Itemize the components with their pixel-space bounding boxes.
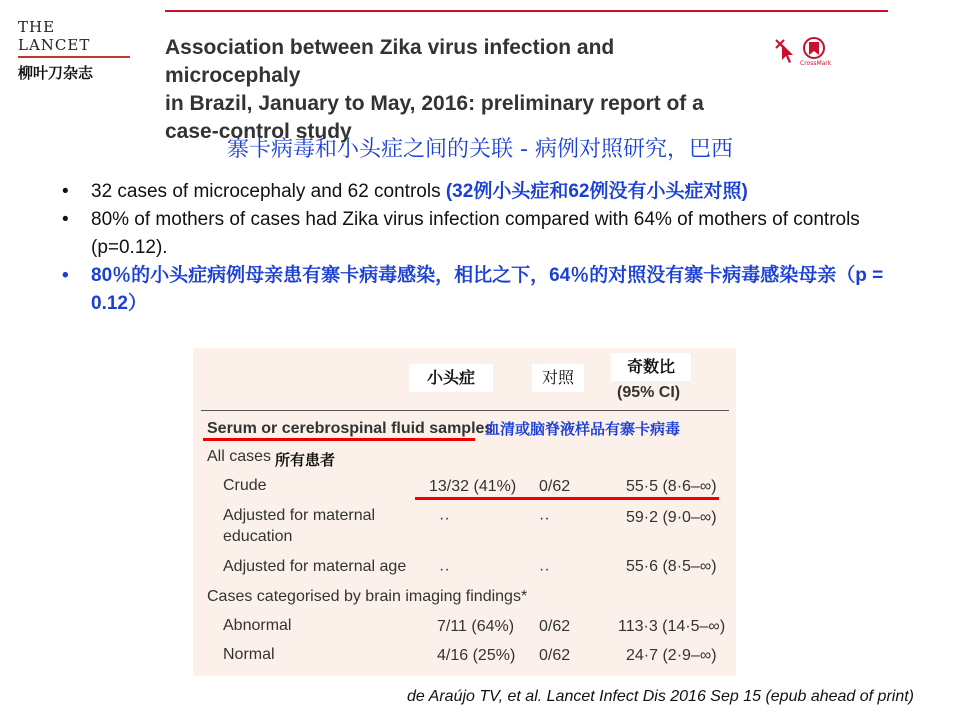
bullet-text: 80% of mothers of cases had Zika virus infection compared with 64% of mothers of controls (p=0.12). (91, 209, 860, 258)
all-cases-annotation: 所有患者 (275, 451, 336, 469)
header-rule (165, 10, 888, 12)
section-underline (203, 438, 475, 441)
citation: de Araújo TV, et al. Lancet Infect Dis 2016 Sep 15 (epub ahead of print) (407, 688, 914, 705)
table-rule (201, 410, 729, 411)
bullet-item (58, 178, 898, 206)
section-title: Serum or cerebrospinal fluid samples (207, 420, 494, 437)
crossmark-icon[interactable] (772, 34, 836, 70)
row-odds: 59·2 (9·0–∞) (626, 509, 717, 526)
imaging-section-title: Cases categorised by brain imaging findings* (207, 588, 528, 605)
lancet-logo (18, 18, 133, 83)
row-controls: ·· (539, 510, 550, 527)
crossmark-label: CrossMark (800, 60, 832, 67)
bullet-text-cn: (32例小头症和62例没有小头症对照) (445, 181, 748, 202)
row-odds: 113·3 (14·5–∞) (618, 618, 726, 635)
row-odds: 24·7 (2·9–∞) (626, 647, 717, 664)
results-table (193, 348, 736, 676)
row-controls: ·· (539, 561, 550, 578)
header-odds-ratio: 奇数比 (611, 353, 691, 381)
row-controls: 0/62 (539, 618, 571, 635)
crude-underline (415, 497, 719, 500)
section-annotation: 血清或脑脊液样品有寨卡病毒 (485, 420, 681, 438)
lancet-name: THE LANCET (18, 18, 91, 54)
row-cases: 13/32 (41%) (429, 478, 517, 495)
row-odds: 55·5 (8·6–∞) (626, 478, 717, 495)
paper-title-line: case-control study (165, 120, 352, 143)
lancet-chinese-name: 柳叶刀杂志 (18, 64, 94, 82)
paper-title-line: in Brazil, January to May, 2016: preliminary report of a (165, 92, 704, 115)
bullet-text: 32 cases of microcephaly and 62 controls (91, 181, 446, 202)
bullet-item (58, 262, 898, 318)
row-label: Crude (223, 477, 267, 494)
row-label: Adjusted for maternal (223, 507, 376, 524)
header-controls: 对照 (532, 364, 584, 392)
bullet-dot: • (62, 265, 69, 286)
bullet-dot: • (62, 209, 69, 230)
bullet-text-cn: 80％的小头症病例母亲患有寨卡病毒感染，相比之下，64％的对照没有寨卡病毒感染母亲（p = 0.12） (91, 265, 884, 314)
row-controls: 0/62 (539, 478, 571, 495)
paper-title-line: Association between Zika virus infection and microcephaly (165, 36, 615, 87)
header-ci: (95% CI) (617, 384, 681, 401)
bullet-dot: • (62, 181, 69, 202)
bullet-list (58, 178, 898, 318)
row-odds: 55·6 (8·5–∞) (626, 558, 717, 575)
bullet-item (58, 206, 898, 262)
row-cases: ·· (439, 561, 450, 578)
row-controls: 0/62 (539, 647, 571, 664)
row-label: education (223, 528, 293, 545)
all-cases-label: All cases (207, 448, 272, 465)
header-cases: 小头症 (409, 364, 493, 392)
chinese-title: 寨卡病毒和小头症之间的关联 - 病例对照研究，巴西 (227, 137, 733, 162)
row-cases: 4/16 (25%) (437, 647, 516, 664)
paper-title (165, 34, 755, 146)
row-label: Normal (223, 646, 275, 663)
row-label: Adjusted for maternal age (223, 558, 407, 575)
row-cases: 7/11 (64%) (437, 618, 515, 635)
row-cases: ·· (439, 510, 450, 527)
logo-divider (18, 56, 130, 58)
row-label: Abnormal (223, 617, 292, 634)
